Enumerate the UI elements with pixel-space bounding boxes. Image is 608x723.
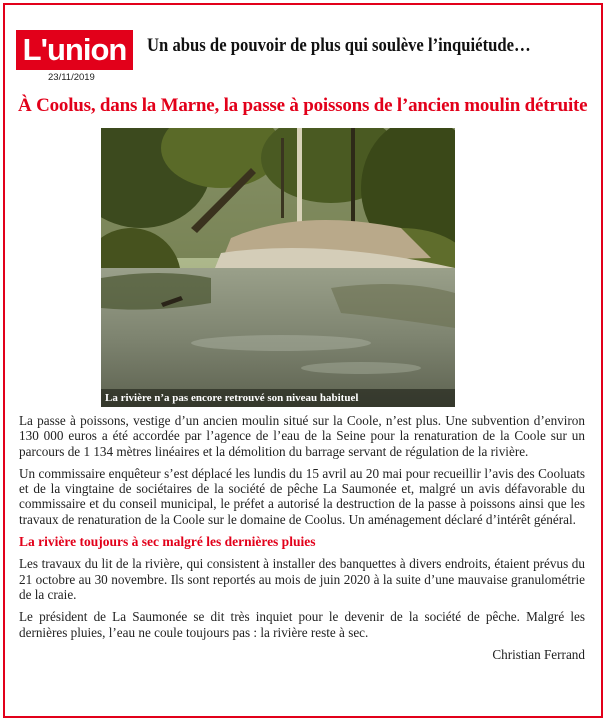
paragraph-2: Un commissaire enquêteur s’est déplacé les lundis du 15 avril au 20 mai pour recueillir l’avis des Cooluats et de la vingtaine de sociétaires de la société de pêche La Saumonée et, malgré un avis défavorable du commissaire et du conseil municipal, le préfet a autorisé la destruction de la passe à poissons ainsi que les travaux de renaturation de la Coole sur le domaine de Coolus. Un aménagement déclaré d’intérêt général.	[19, 465, 585, 527]
article-body	[19, 413, 585, 662]
paragraph-3: Les travaux du lit de la rivière, qui consistent à installer des banquettes à divers endroits, étaient prévus du 21 octobre au 30 novembre. Ils sont reportés au mois de juin 2020 à la suite d’une mauvaise granulométrie de la craie.	[19, 556, 585, 602]
logo-text: L'union	[22, 32, 127, 67]
article-title: À Coolus, dans la Marne, la passe à poissons de l’ancien moulin détruite	[18, 95, 588, 116]
photo-caption: La rivière n’a pas encore retrouvé son niveau habituel	[101, 389, 455, 407]
author-name: Christian Ferrand	[492, 646, 585, 662]
paragraph-4: Le président de La Saumonée se dit très inquiet pour le devenir de la société de pêche. Malgré les dernières pluies, l’eau ne coule toujours pas : la rivière reste à sec.	[19, 609, 585, 640]
article-photo	[101, 128, 455, 407]
publication-date: 23/11/2019	[48, 72, 95, 83]
article-subheading: La rivière toujours à sec malgré les dernières pluies	[19, 534, 316, 550]
river-photo-illustration	[101, 128, 455, 407]
headline: Un abus de pouvoir de plus qui soulève l’inquiétude…	[147, 36, 531, 56]
paragraph-1: La passe à poissons, vestige d’un ancien moulin situé sur la Coole, n’est plus. Une subvention d’environ 130 000 euros a été accordée par l’agence de l’eau de la Seine pour la renaturation de la Coole sur un parcours de 1 134 mètres linéaires et la démolition du barrage servant de régulation de la rivière.	[19, 413, 585, 459]
newspaper-logo	[16, 30, 133, 70]
